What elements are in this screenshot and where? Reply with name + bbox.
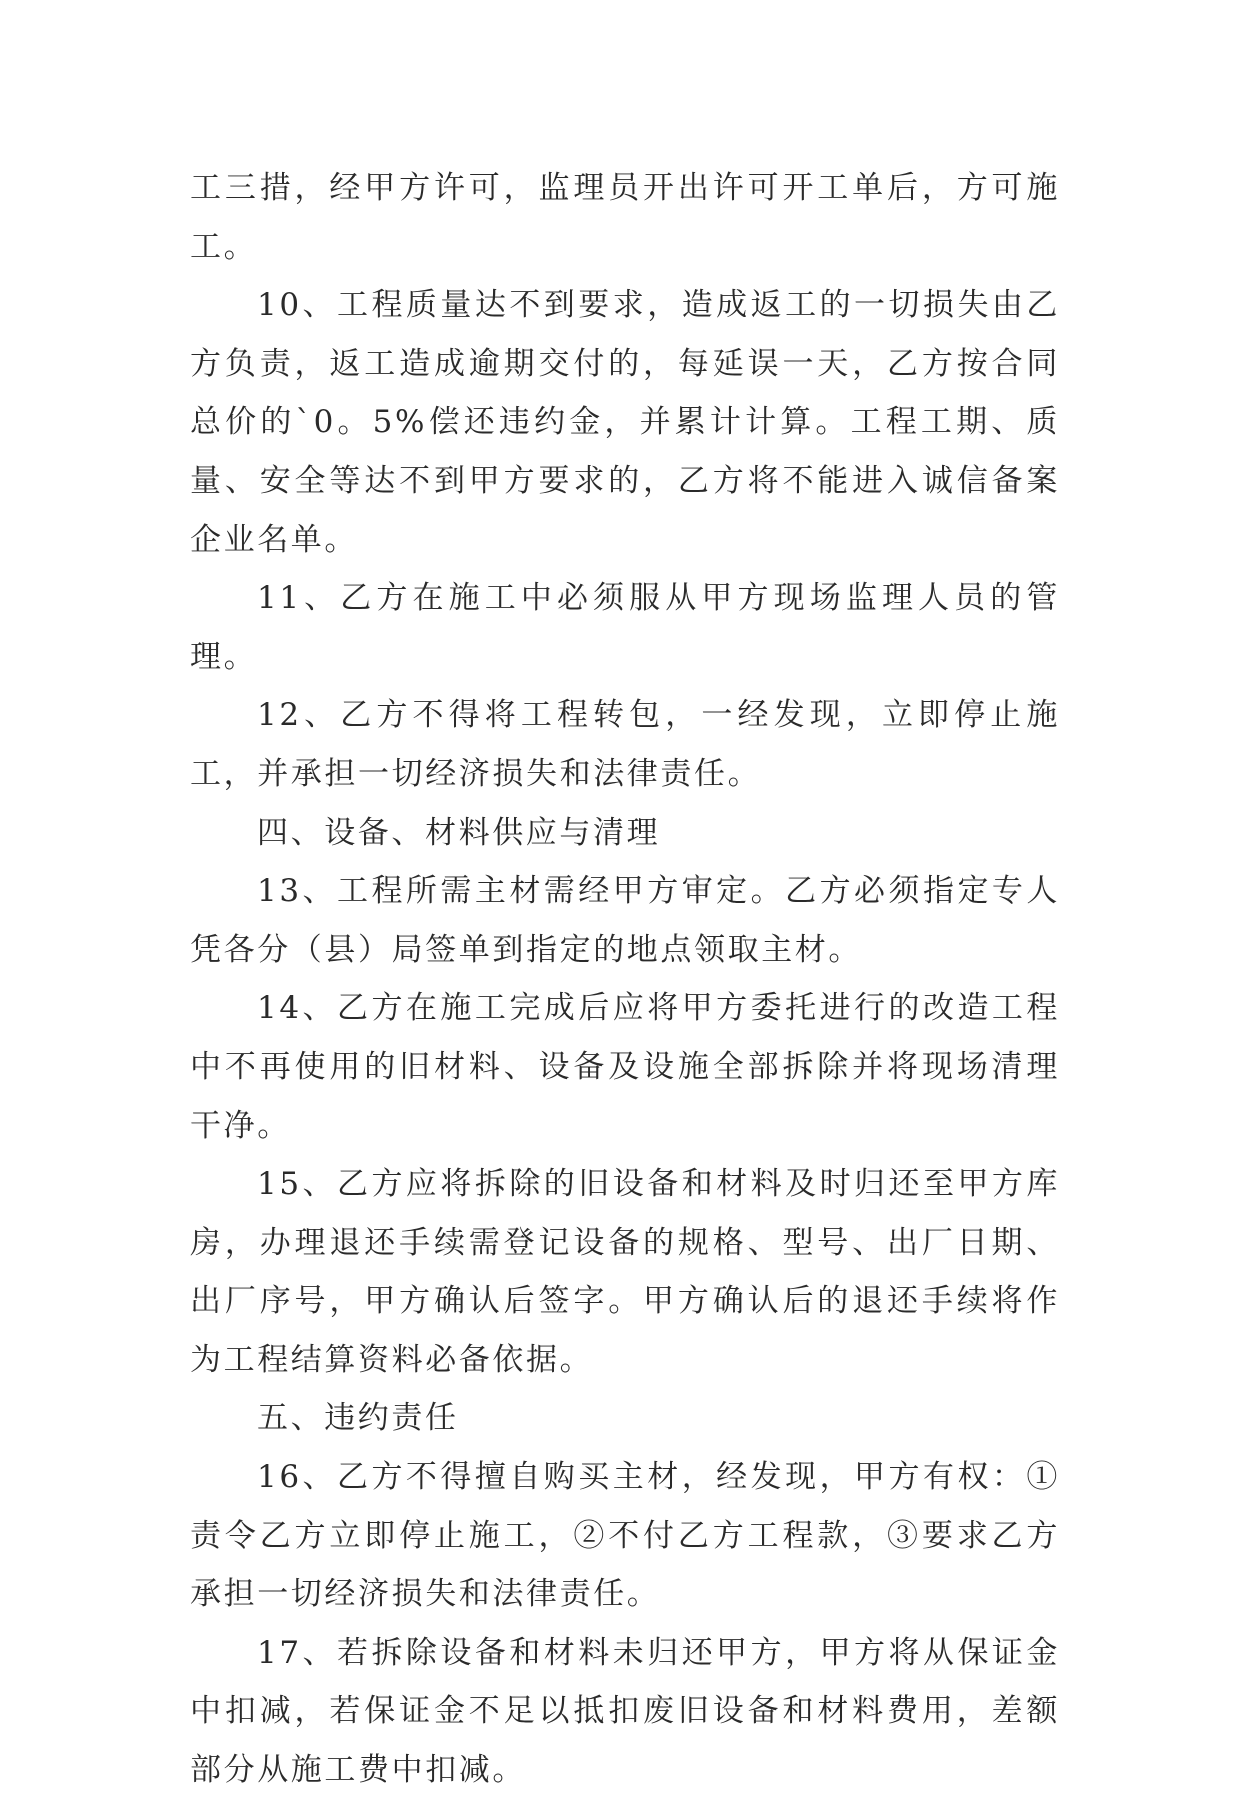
clause-14: 14、乙方在施工完成后应将甲方委托进行的改造工程中不再使用的旧材料、设备及设施全部拆除并将现场清理干净。 xyxy=(190,990,1060,1144)
clause-12: 12、乙方不得将工程转包，一经发现，立即停止施工，并承担一切经济损失和法律责任。 xyxy=(190,697,1060,792)
clause-15: 15、乙方应将拆除的旧设备和材料及时归还至甲方库房，办理退还手续需登记设备的规格、型号、出厂日期、出厂序号，甲方确认后签字。甲方确认后的退还手续将作为工程结算资料必备依据。 xyxy=(190,1166,1060,1378)
clause-10: 10、工程质量达不到要求，造成返工的一切损失由乙方负责，返工造成逾期交付的，每延误一天，乙方按合同总价的`0。5%偿还违约金，并累计计算。工程工期、质量、安全等达不到甲方要求的，乙方将不能进入诚信备案企业名单。 xyxy=(190,287,1060,558)
section-heading-5: 五、违约责任 xyxy=(257,1400,459,1437)
clause-16: 16、乙方不得擅自购买主材，经发现，甲方有权：①责令乙方立即停止施工，②不付乙方工程款，③要求乙方承担一切经济损失和法律责任。 xyxy=(190,1459,1060,1613)
paragraph-continued: 工三措，经甲方许可，监理员开出许可开工单后，方可施工。 xyxy=(190,170,1060,265)
document-body xyxy=(190,159,1060,1800)
clause-17: 17、若拆除设备和材料未归还甲方，甲方将从保证金中扣减，若保证金不足以抵扣废旧设备和材料费用，差额部分从施工费中扣减。 xyxy=(190,1634,1060,1789)
clause-13: 13、工程所需主材需经甲方审定。乙方必须指定专人凭各分（县）局签单到指定的地点领取主材。 xyxy=(190,873,1060,968)
section-heading-4: 四、设备、材料供应与清理 xyxy=(257,814,661,851)
clause-11: 11、乙方在施工中必须服从甲方现场监理人员的管理。 xyxy=(190,580,1060,675)
